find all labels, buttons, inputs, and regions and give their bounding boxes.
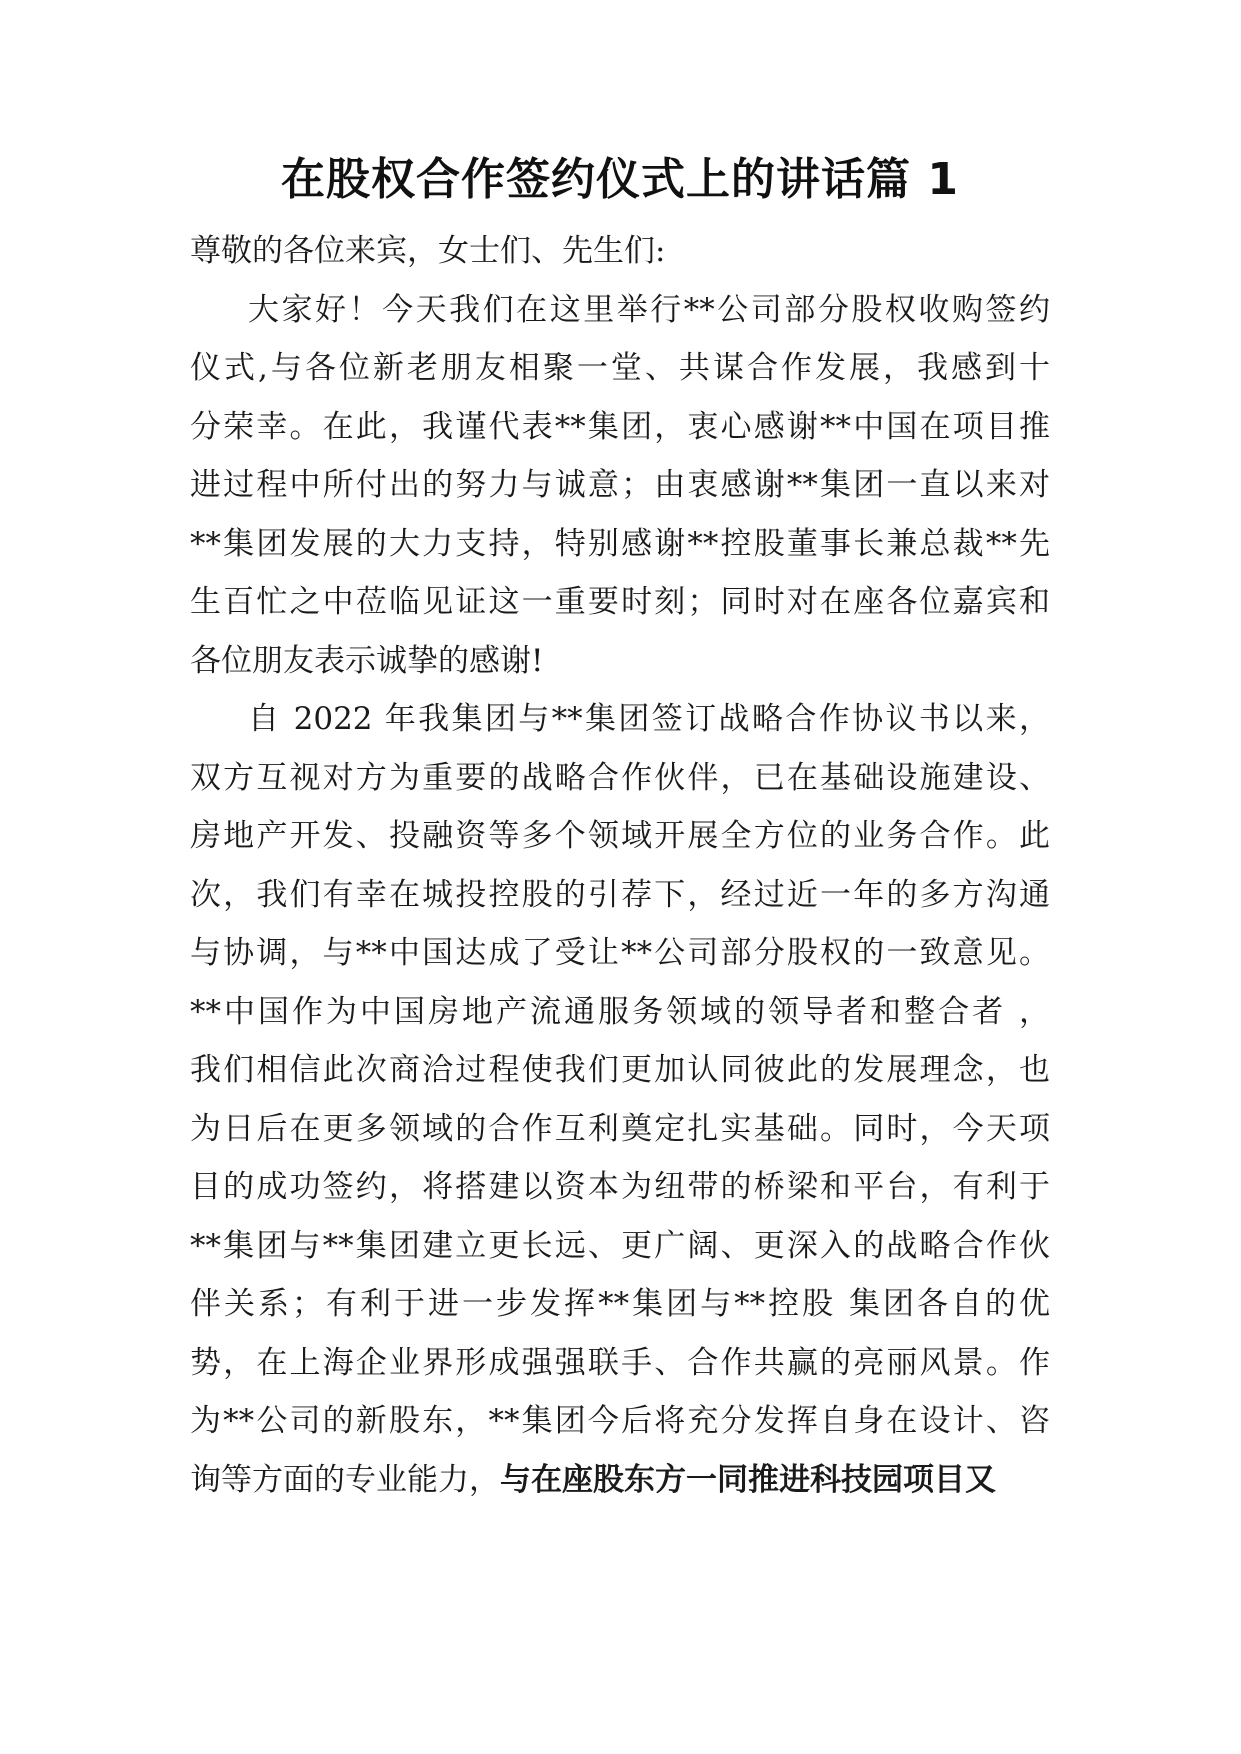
paragraph-line: **集团发展的大力支持，特别感谢**控股董事长兼总裁**先 <box>190 525 1050 562</box>
paragraph-line: 伴关系；有利于进一步发挥**集团与**控股 集团各自的优 <box>190 1286 1050 1322</box>
paragraph-line: 与协调，与**中国达成了受让**公司部分股权的一致意见。 <box>190 935 1050 971</box>
paragraph-line-mixed <box>190 1451 1050 1510</box>
paragraph-text: 询等方面的专业能力， <box>190 1461 500 1498</box>
paragraph-line: 进过程中所付出的努力与诚意；由衷感谢**集团一直以来对 <box>190 467 1050 503</box>
salutation: 尊敬的各位来宾，女士们、先生们: <box>190 233 666 269</box>
paragraph-line: 大家好！今天我们在这里举行**公司部分股权收购签约 <box>248 291 1050 328</box>
paragraph-line: 目的成功签约，将搭建以资本为纽带的桥梁和平台，有利于 <box>190 1169 1050 1205</box>
paragraph-line: 势，在上海企业界形成强强联手、合作共赢的亮丽风景。作 <box>190 1344 1050 1381</box>
paragraph-line: 分荣幸。在此，我谨代表**集团，衷心感谢**中国在项目推 <box>190 408 1050 445</box>
paragraph-line: 次，我们有幸在城投控股的引荐下，经过近一年的多方沟通 <box>190 876 1050 913</box>
paragraph-line: 我们相信此次商洽过程使我们更加认同彼此的发展理念，也 <box>190 1052 1050 1088</box>
paragraph-line: 双方互视对方为重要的战略合作伙伴，已在基础设施建设、 <box>190 759 1050 796</box>
document-body <box>190 222 1050 1509</box>
paragraph-2 <box>190 690 1050 1509</box>
paragraph-line: 房地产开发、投融资等多个领域开展全方位的业务合作。此 <box>190 818 1050 854</box>
paragraph-line: 为日后在更多领域的合作互利奠定扎实基础。同时，今天项 <box>190 1110 1050 1147</box>
paragraph-line: 仪式,与各位新老朋友相聚一堂、共谋合作发展，我感到十 <box>190 350 1050 386</box>
paragraph-line: **集团与**集团建立更长远、更广阔、更深入的战略合作伙 <box>190 1227 1050 1264</box>
paragraph-line: **中国作为中国房地产流通服务领域的领导者和整合者 ， <box>190 993 1050 1030</box>
emphasized-text: 与在座股东方一同推进科技园项目又 <box>500 1461 996 1498</box>
paragraph-line: 生百忙之中莅临见证这一重要时刻；同时对在座各位嘉宾和 <box>190 584 1050 620</box>
paragraph-1 <box>190 281 1050 691</box>
paragraph-line: 自 2022 年我集团与**集团签订战略合作协议书以来， <box>248 701 1050 737</box>
paragraph-line: 各位朋友表示诚挚的感谢! <box>190 642 544 679</box>
paragraph-line: 为**公司的新股东，**集团今后将充分发挥自身在设计、咨 <box>190 1403 1050 1439</box>
document-title: 在股权合作签约仪式上的讲话篇 1 <box>281 154 959 205</box>
